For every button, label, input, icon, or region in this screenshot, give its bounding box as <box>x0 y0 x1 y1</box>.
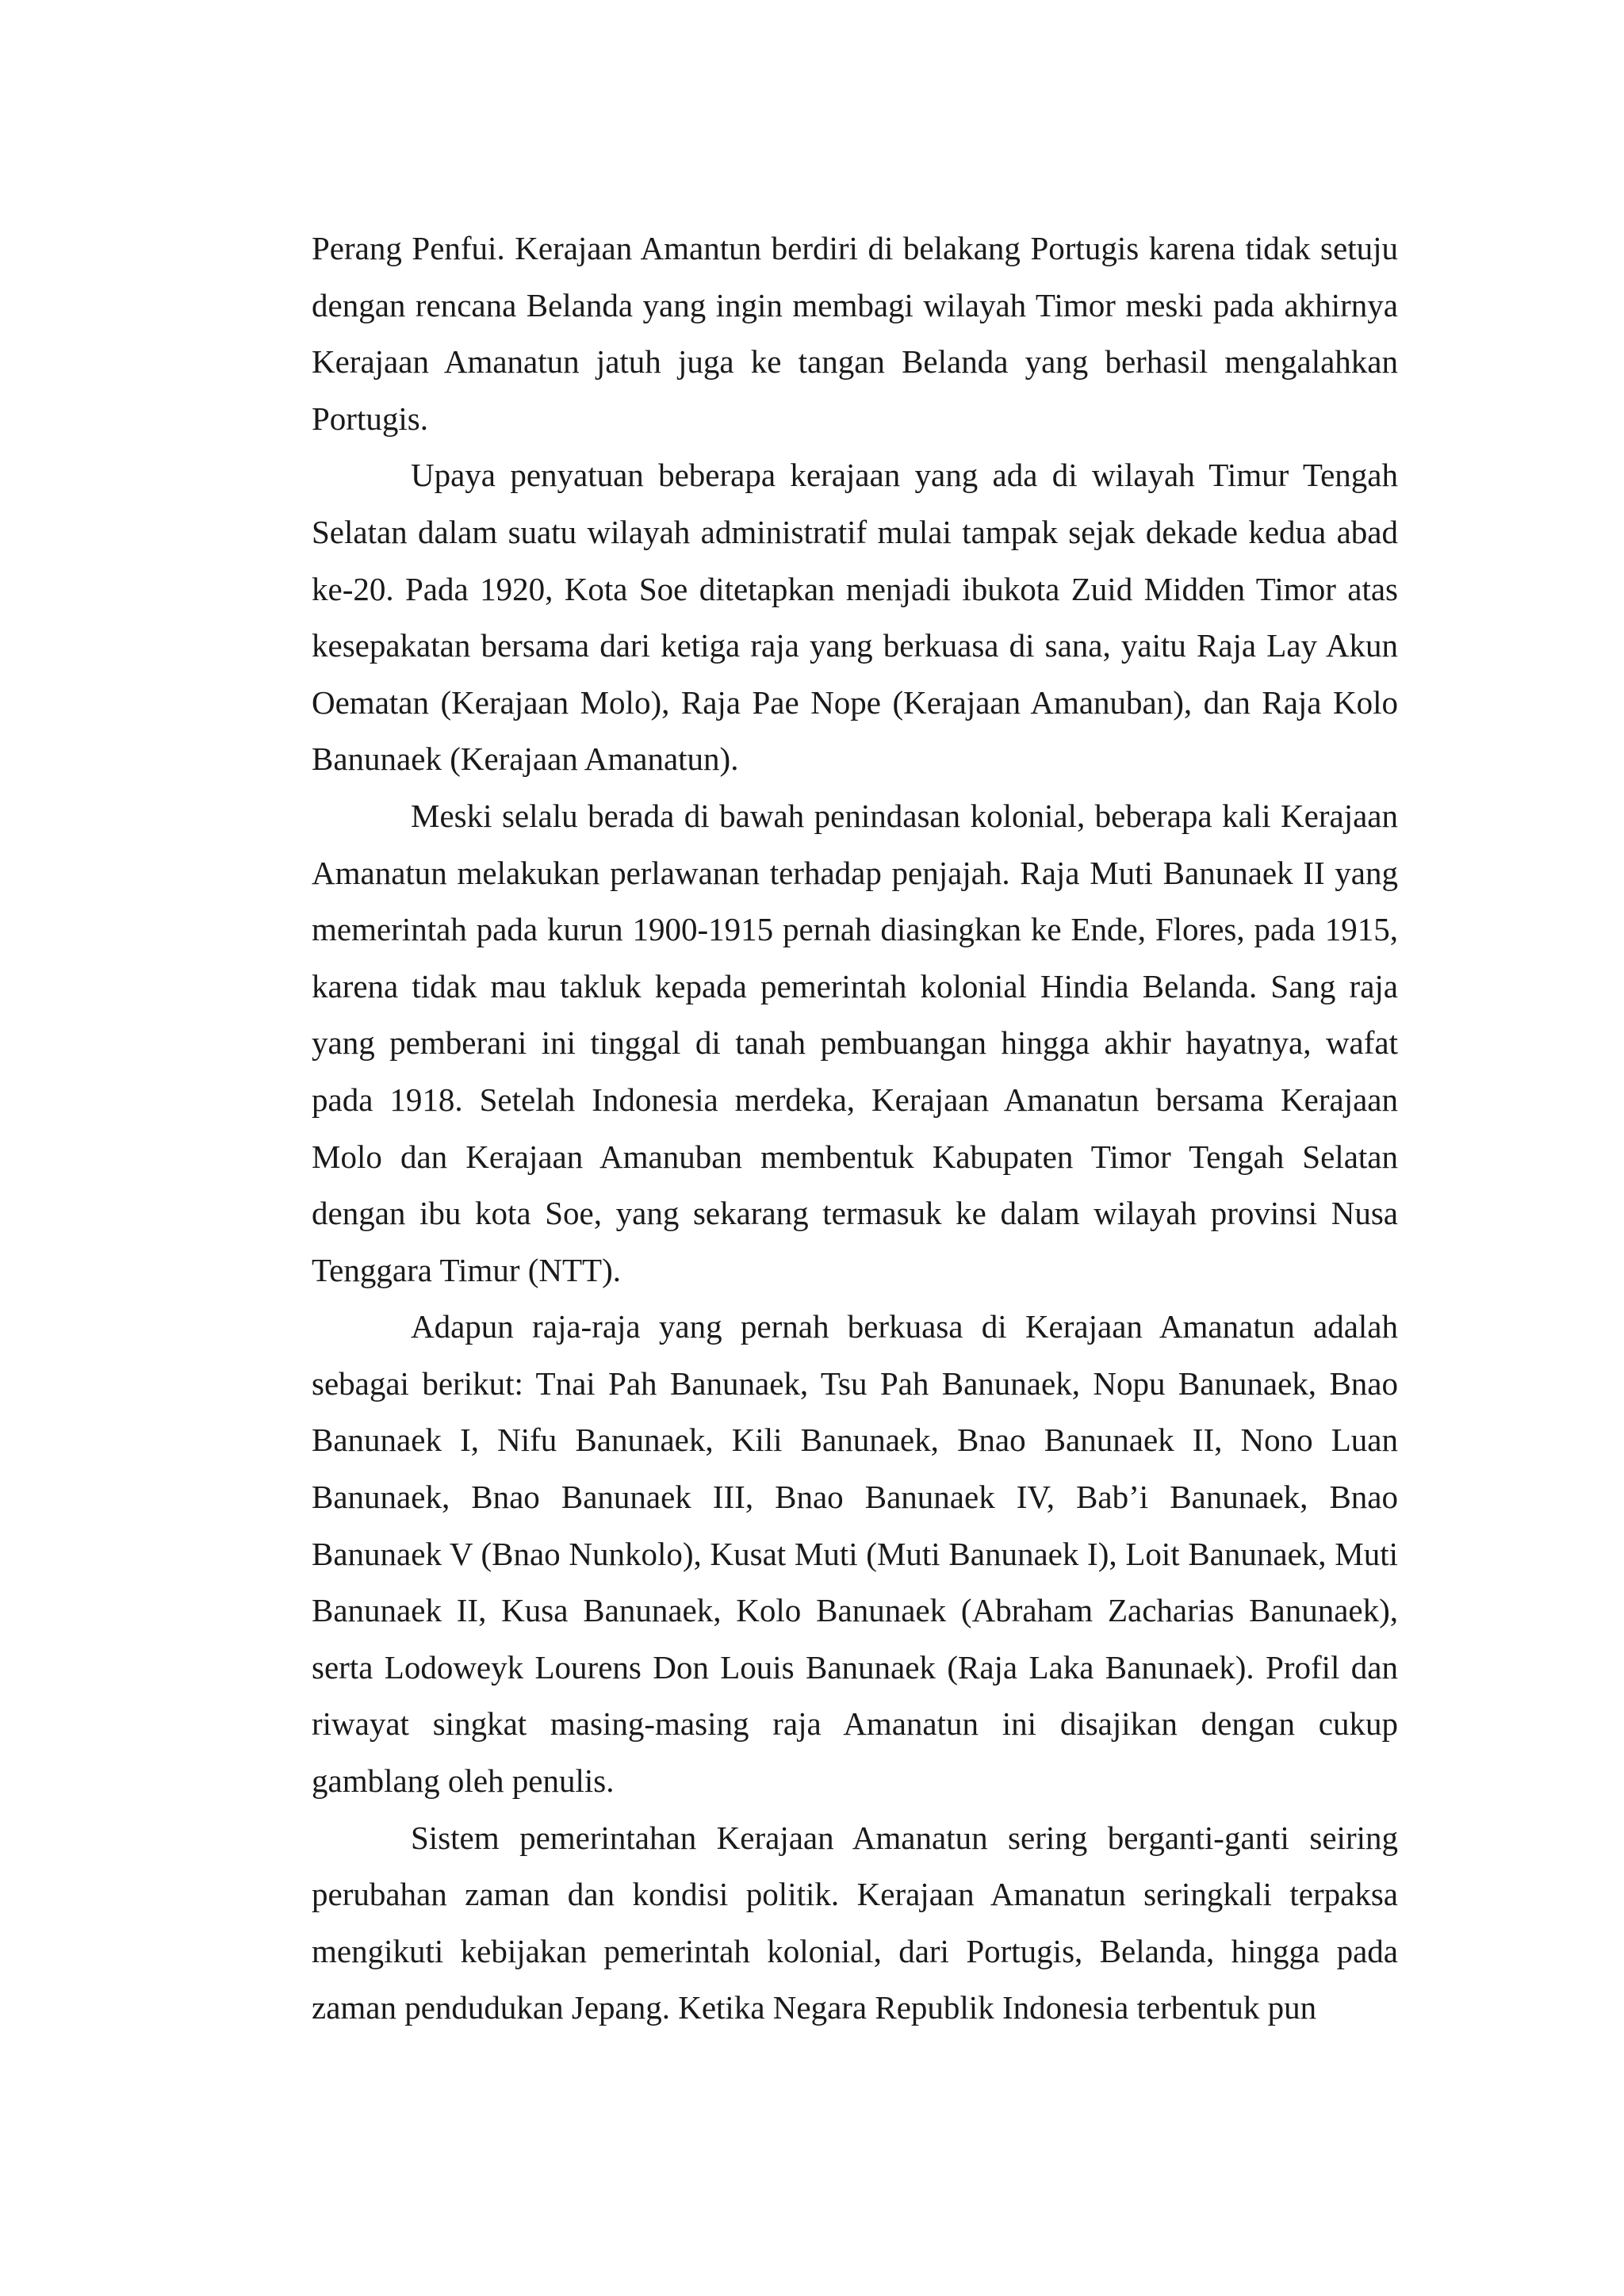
paragraph: Upaya penyatuan beberapa kerajaan yang ada di wilayah Timur Tengah Selatan dalam suatu wilayah administratif mulai tampak sejak dekade kedua abad ke-20. Pada 1920, Kota Soe ditetapkan menjadi ibukota Zuid Midden Timor atas kesepakatan bersama dari ketiga raja yang berkuasa di sana, yaitu Raja Lay Akun Oematan (Kerajaan Molo), Raja Pae Nope (Kerajaan Amanuban), dan Raja Kolo Banunaek (Kerajaan Amanatun). <box>312 457 1398 778</box>
paragraph: Meski selalu berada di bawah penindasan kolonial, beberapa kali Kerajaan Amanatun melakukan perlawanan terhadap penjajah. Raja Muti Banunaek II yang memerintah pada kurun 1900-1915 pernah diasingkan ke Ende, Flores, pada 1915, karena tidak mau takluk kepada pemerintah kolonial Hindia Belanda. Sang raja yang pemberani ini tinggal di tanah pembuangan hingga akhir hayatnya, wafat pada 1918. Setelah Indonesia merdeka, Kerajaan Amanatun bersama Kerajaan Molo dan Kerajaan Amanuban membentuk Kabupaten Timor Tengah Selatan dengan ibu kota Soe, yang sekarang termasuk ke dalam wilayah provinsi Nusa Tenggara Timur (NTT). <box>312 797 1398 1288</box>
paragraph: Adapun raja-raja yang pernah berkuasa di Kerajaan Amanatun adalah sebagai berikut: Tnai Pah Banunaek, Tsu Pah Banunaek, Nopu Banunaek, Bnao Banunaek I, Nifu Banunaek, Kili Banunaek, Bnao Banunaek II, Nono Luan Banunaek, Bnao Banunaek III, Bnao Banunaek IV, Bab’i Banunaek, Bnao Banunaek V (Bnao Nunkolo), Kusat Muti (Muti Banunaek I), Loit Banunaek, Muti Banunaek II, Kusa Banunaek, Kolo Banunaek (Abraham Zacharias Banunaek), serta Lodoweyk Lourens Don Louis Banunaek (Raja Laka Banunaek). Profil dan riwayat singkat masing-masing raja Amanatun ini disajikan dengan cukup gamblang oleh penulis. <box>312 1308 1398 1800</box>
body-text <box>312 220 1398 2037</box>
paragraph: Sistem pemerintahan Kerajaan Amanatun sering berganti-ganti seiring perubahan zaman dan kondisi politik. Kerajaan Amanatun seringkali terpaksa mengikuti kebijakan pemerintah kolonial, dari Portugis, Belanda, hingga pada zaman pendudukan Jepang. Ketika Negara Republik Indonesia terbentuk pun <box>312 1819 1398 2026</box>
paragraph-continued: Perang Penfui. Kerajaan Amantun berdiri di belakang Portugis karena tidak setuju dengan rencana Belanda yang ingin membagi wilayah Timor meski pada akhirnya Kerajaan Amanatun jatuh juga ke tangan Belanda yang berhasil mengalahkan Portugis. <box>312 230 1398 437</box>
